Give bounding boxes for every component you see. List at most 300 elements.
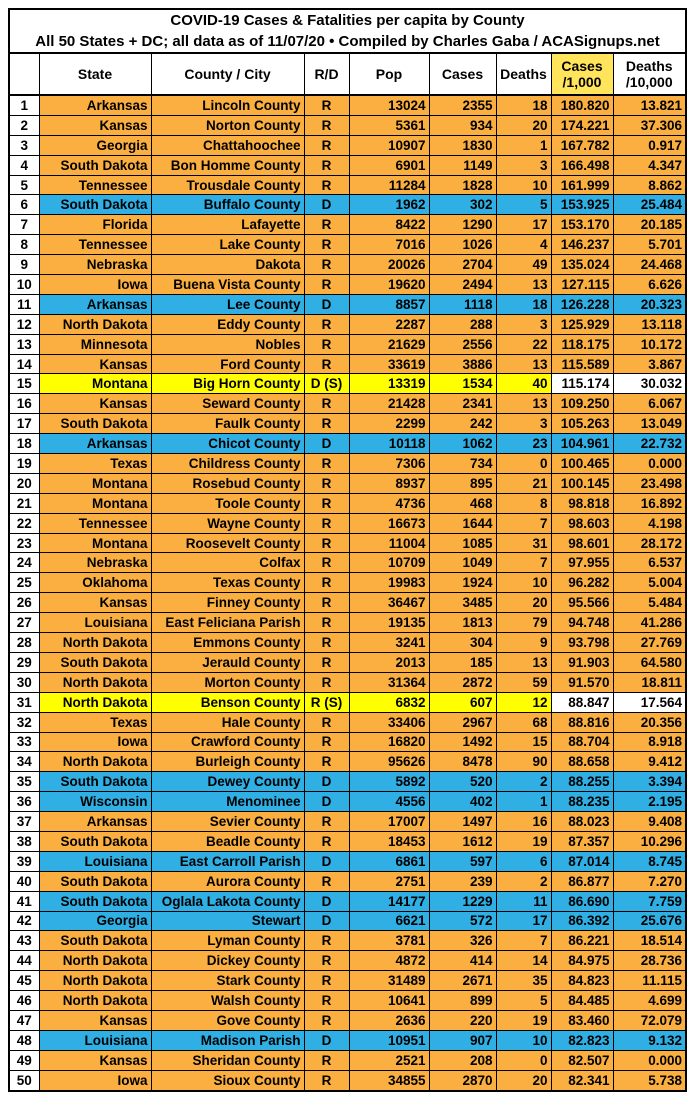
header-pop: Pop	[349, 53, 429, 95]
table-row	[9, 911, 686, 931]
header-county-city: County / City	[151, 53, 304, 95]
cell-county: Aurora County	[151, 871, 304, 891]
cell-county: Roosevelt County	[151, 533, 304, 553]
cell-deaths-per-10k: 72.079	[613, 1010, 686, 1030]
cell-cases-per-1k: 84.975	[551, 951, 613, 971]
cell-cases-per-1k: 91.903	[551, 652, 613, 672]
cell-rank: 16	[9, 394, 39, 414]
cell-deaths: 31	[496, 533, 551, 553]
cell-deaths: 1	[496, 792, 551, 812]
cell-deaths: 5	[496, 991, 551, 1011]
cell-deaths: 6	[496, 851, 551, 871]
cell-rank: 39	[9, 851, 39, 871]
cell-cases: 242	[429, 414, 496, 434]
cell-cases: 1828	[429, 175, 496, 195]
cell-pop: 13319	[349, 374, 429, 394]
cell-cases-per-1k: 82.341	[551, 1070, 613, 1090]
cell-county: Wayne County	[151, 513, 304, 533]
cell-cases-per-1k: 115.174	[551, 374, 613, 394]
cell-pop: 33406	[349, 712, 429, 732]
cell-pop: 6832	[349, 692, 429, 712]
cell-rank: 40	[9, 871, 39, 891]
cell-cases: 1924	[429, 573, 496, 593]
cell-state: Wisconsin	[39, 792, 151, 812]
cell-deaths: 3	[496, 414, 551, 434]
cell-cases: 468	[429, 493, 496, 513]
cell-deaths: 16	[496, 812, 551, 832]
header-deaths-per-10000-line2: /10,000	[625, 74, 673, 90]
cell-deaths-per-10k: 28.736	[613, 951, 686, 971]
cell-party: D	[304, 434, 349, 454]
cell-deaths-per-10k: 10.172	[613, 334, 686, 354]
table-title-block	[9, 9, 686, 53]
cell-pop: 2751	[349, 871, 429, 891]
cell-deaths: 13	[496, 275, 551, 295]
cell-cases-per-1k: 91.570	[551, 672, 613, 692]
cell-pop: 10641	[349, 991, 429, 1011]
cell-party: R	[304, 752, 349, 772]
covid-county-table	[8, 8, 687, 1092]
cell-county: Chicot County	[151, 434, 304, 454]
cell-pop: 4872	[349, 951, 429, 971]
cell-rank: 7	[9, 215, 39, 235]
cell-state: Montana	[39, 533, 151, 553]
cell-rank: 49	[9, 1050, 39, 1070]
cell-county: Lafayette	[151, 215, 304, 235]
cell-rank: 8	[9, 235, 39, 255]
cell-state: Nebraska	[39, 553, 151, 573]
cell-rank: 9	[9, 255, 39, 275]
header-deaths-per-10000	[613, 53, 686, 95]
table-row	[9, 215, 686, 235]
table-row	[9, 633, 686, 653]
cell-deaths-per-10k: 4.699	[613, 991, 686, 1011]
cell-cases-per-1k: 166.498	[551, 155, 613, 175]
cell-rank: 27	[9, 613, 39, 633]
cell-deaths: 1	[496, 135, 551, 155]
cell-pop: 6901	[349, 155, 429, 175]
cell-county: Faulk County	[151, 414, 304, 434]
cell-cases-per-1k: 98.601	[551, 533, 613, 553]
cell-party: R	[304, 593, 349, 613]
cell-state: Kansas	[39, 593, 151, 613]
cell-party: R	[304, 871, 349, 891]
cell-pop: 10907	[349, 135, 429, 155]
cell-cases-per-1k: 88.255	[551, 772, 613, 792]
cell-pop: 36467	[349, 593, 429, 613]
cell-party: R	[304, 1050, 349, 1070]
cell-state: Kansas	[39, 1010, 151, 1030]
cell-cases-per-1k: 105.263	[551, 414, 613, 434]
cell-pop: 21428	[349, 394, 429, 414]
cell-deaths-per-10k: 18.811	[613, 672, 686, 692]
cell-deaths-per-10k: 3.867	[613, 354, 686, 374]
cell-deaths-per-10k: 5.004	[613, 573, 686, 593]
cell-deaths-per-10k: 5.701	[613, 235, 686, 255]
cell-deaths: 20	[496, 115, 551, 135]
cell-cases: 597	[429, 851, 496, 871]
cell-cases: 304	[429, 633, 496, 653]
cell-deaths-per-10k: 41.286	[613, 613, 686, 633]
cell-pop: 2287	[349, 314, 429, 334]
cell-county: Lyman County	[151, 931, 304, 951]
cell-cases: 326	[429, 931, 496, 951]
cell-rank: 29	[9, 652, 39, 672]
cell-party: R	[304, 215, 349, 235]
cell-deaths-per-10k: 11.115	[613, 971, 686, 991]
cell-county: Buena Vista County	[151, 275, 304, 295]
cell-deaths-per-10k: 23.498	[613, 473, 686, 493]
cell-cases-per-1k: 87.357	[551, 831, 613, 851]
header-row	[9, 53, 686, 95]
cell-pop: 2013	[349, 652, 429, 672]
cell-party: R	[304, 354, 349, 374]
cell-rank: 34	[9, 752, 39, 772]
cell-cases: 2556	[429, 334, 496, 354]
cell-county: Chattahoochee	[151, 135, 304, 155]
cell-party: R	[304, 235, 349, 255]
header-cases-per-1000-line1: Cases	[561, 58, 603, 74]
cell-cases: 402	[429, 792, 496, 812]
cell-county: Menominee	[151, 792, 304, 812]
cell-county: Walsh County	[151, 991, 304, 1011]
cell-county: Ford County	[151, 354, 304, 374]
header-deaths: Deaths	[496, 53, 551, 95]
cell-deaths: 2	[496, 871, 551, 891]
cell-state: Oklahoma	[39, 573, 151, 593]
cell-deaths-per-10k: 9.408	[613, 812, 686, 832]
cell-deaths-per-10k: 8.745	[613, 851, 686, 871]
cell-cases: 1644	[429, 513, 496, 533]
table-row	[9, 652, 686, 672]
cell-state: Tennessee	[39, 175, 151, 195]
cell-party: D	[304, 792, 349, 812]
table-row	[9, 454, 686, 474]
cell-party: R	[304, 712, 349, 732]
cell-party: R	[304, 95, 349, 115]
cell-state: South Dakota	[39, 155, 151, 175]
cell-rank: 47	[9, 1010, 39, 1030]
cell-county: Rosebud County	[151, 473, 304, 493]
cell-county: Dewey County	[151, 772, 304, 792]
cell-rank: 30	[9, 672, 39, 692]
cell-rank: 50	[9, 1070, 39, 1090]
cell-county: Bon Homme County	[151, 155, 304, 175]
cell-cases: 1149	[429, 155, 496, 175]
cell-cases-per-1k: 153.925	[551, 195, 613, 215]
cell-party: R	[304, 414, 349, 434]
cell-state: Kansas	[39, 115, 151, 135]
cell-party: D	[304, 294, 349, 314]
cell-deaths: 13	[496, 354, 551, 374]
cell-state: Georgia	[39, 135, 151, 155]
cell-state: South Dakota	[39, 871, 151, 891]
cell-cases: 1830	[429, 135, 496, 155]
cell-rank: 45	[9, 971, 39, 991]
cell-deaths-per-10k: 6.626	[613, 275, 686, 295]
table-row	[9, 1010, 686, 1030]
cell-cases-per-1k: 98.818	[551, 493, 613, 513]
cell-deaths-per-10k: 5.484	[613, 593, 686, 613]
cell-deaths-per-10k: 4.198	[613, 513, 686, 533]
cell-state: Montana	[39, 374, 151, 394]
cell-pop: 1962	[349, 195, 429, 215]
cell-cases-per-1k: 98.603	[551, 513, 613, 533]
cell-rank: 6	[9, 195, 39, 215]
cell-rank: 18	[9, 434, 39, 454]
cell-party: R	[304, 931, 349, 951]
cell-county: Burleigh County	[151, 752, 304, 772]
cell-party: R	[304, 275, 349, 295]
table-row	[9, 195, 686, 215]
cell-rank: 14	[9, 354, 39, 374]
cell-pop: 95626	[349, 752, 429, 772]
cell-deaths: 10	[496, 573, 551, 593]
cell-deaths: 14	[496, 951, 551, 971]
cell-rank: 26	[9, 593, 39, 613]
cell-deaths: 0	[496, 454, 551, 474]
cell-party: D	[304, 891, 349, 911]
cell-county: Oglala Lakota County	[151, 891, 304, 911]
cell-party: R	[304, 394, 349, 414]
cell-deaths-per-10k: 17.564	[613, 692, 686, 712]
cell-pop: 19620	[349, 275, 429, 295]
cell-rank: 10	[9, 275, 39, 295]
cell-deaths: 13	[496, 652, 551, 672]
cell-rank: 21	[9, 493, 39, 513]
cell-cases-per-1k: 180.820	[551, 95, 613, 115]
cell-pop: 6621	[349, 911, 429, 931]
cell-state: North Dakota	[39, 951, 151, 971]
cell-rank: 23	[9, 533, 39, 553]
cell-cases-per-1k: 146.237	[551, 235, 613, 255]
cell-state: South Dakota	[39, 414, 151, 434]
cell-cases: 1813	[429, 613, 496, 633]
cell-pop: 8422	[349, 215, 429, 235]
cell-deaths: 9	[496, 633, 551, 653]
cell-state: Louisiana	[39, 1030, 151, 1050]
cell-deaths: 7	[496, 553, 551, 573]
cell-cases-per-1k: 84.485	[551, 991, 613, 1011]
cell-deaths-per-10k: 7.270	[613, 871, 686, 891]
cell-party: D	[304, 195, 349, 215]
cell-cases: 1229	[429, 891, 496, 911]
cell-party: R	[304, 1010, 349, 1030]
table-row	[9, 573, 686, 593]
cell-party: D (S)	[304, 374, 349, 394]
cell-cases: 2341	[429, 394, 496, 414]
cell-state: Minnesota	[39, 334, 151, 354]
cell-county: Madison Parish	[151, 1030, 304, 1050]
cell-cases-per-1k: 100.465	[551, 454, 613, 474]
cell-party: R	[304, 533, 349, 553]
cell-cases: 2967	[429, 712, 496, 732]
cell-pop: 11004	[349, 533, 429, 553]
table-row	[9, 255, 686, 275]
cell-state: North Dakota	[39, 633, 151, 653]
cell-cases: 1497	[429, 812, 496, 832]
table-row	[9, 334, 686, 354]
cell-cases: 3886	[429, 354, 496, 374]
cell-deaths: 90	[496, 752, 551, 772]
cell-deaths: 20	[496, 1070, 551, 1090]
cell-state: North Dakota	[39, 692, 151, 712]
cell-county: Lincoln County	[151, 95, 304, 115]
cell-party: R (S)	[304, 692, 349, 712]
cell-pop: 2636	[349, 1010, 429, 1030]
cell-county: Toole County	[151, 493, 304, 513]
cell-county: Seward County	[151, 394, 304, 414]
table-row	[9, 692, 686, 712]
table-row	[9, 553, 686, 573]
cell-deaths-per-10k: 20.356	[613, 712, 686, 732]
cell-pop: 7306	[349, 454, 429, 474]
cell-state: Texas	[39, 712, 151, 732]
cell-cases: 1026	[429, 235, 496, 255]
cell-cases-per-1k: 95.566	[551, 593, 613, 613]
table-row	[9, 434, 686, 454]
table-row	[9, 672, 686, 692]
cell-deaths: 79	[496, 613, 551, 633]
table-row	[9, 533, 686, 553]
cell-cases-per-1k: 88.816	[551, 712, 613, 732]
cell-deaths: 18	[496, 95, 551, 115]
table-row	[9, 155, 686, 175]
cell-cases-per-1k: 88.847	[551, 692, 613, 712]
cell-deaths-per-10k: 18.514	[613, 931, 686, 951]
cell-deaths: 13	[496, 394, 551, 414]
table-row	[9, 613, 686, 633]
cell-deaths-per-10k: 2.195	[613, 792, 686, 812]
table-row	[9, 135, 686, 155]
cell-deaths: 10	[496, 175, 551, 195]
cell-rank: 12	[9, 314, 39, 334]
table-row	[9, 812, 686, 832]
cell-party: R	[304, 473, 349, 493]
cell-pop: 18453	[349, 831, 429, 851]
cell-county: Stewart	[151, 911, 304, 931]
cell-cases: 1534	[429, 374, 496, 394]
cell-cases: 2704	[429, 255, 496, 275]
cell-cases-per-1k: 88.023	[551, 812, 613, 832]
cell-pop: 19135	[349, 613, 429, 633]
table-row	[9, 891, 686, 911]
cell-cases: 899	[429, 991, 496, 1011]
cell-county: Sioux County	[151, 1070, 304, 1090]
cell-state: Kansas	[39, 1050, 151, 1070]
cell-county: Crawford County	[151, 732, 304, 752]
cell-county: Benson County	[151, 692, 304, 712]
cell-rank: 20	[9, 473, 39, 493]
cell-state: North Dakota	[39, 971, 151, 991]
cell-county: Sheridan County	[151, 1050, 304, 1070]
cell-county: Morton County	[151, 672, 304, 692]
cell-cases: 239	[429, 871, 496, 891]
cell-deaths: 68	[496, 712, 551, 732]
cell-cases-per-1k: 82.507	[551, 1050, 613, 1070]
table-row	[9, 473, 686, 493]
cell-party: R	[304, 135, 349, 155]
cell-cases: 2671	[429, 971, 496, 991]
cell-deaths-per-10k: 5.738	[613, 1070, 686, 1090]
cell-cases: 734	[429, 454, 496, 474]
cell-cases: 2870	[429, 1070, 496, 1090]
cell-county: Nobles	[151, 334, 304, 354]
cell-cases: 907	[429, 1030, 496, 1050]
cell-cases-per-1k: 125.929	[551, 314, 613, 334]
cell-county: East Carroll Parish	[151, 851, 304, 871]
header-party: R/D	[304, 53, 349, 95]
cell-party: R	[304, 175, 349, 195]
cell-party: R	[304, 831, 349, 851]
cell-county: Texas County	[151, 573, 304, 593]
table-row	[9, 772, 686, 792]
cell-rank: 43	[9, 931, 39, 951]
cell-county: Big Horn County	[151, 374, 304, 394]
cell-cases-per-1k: 86.877	[551, 871, 613, 891]
cell-state: Florida	[39, 215, 151, 235]
cell-pop: 10951	[349, 1030, 429, 1050]
cell-party: R	[304, 951, 349, 971]
cell-deaths-per-10k: 27.769	[613, 633, 686, 653]
cell-county: Sevier County	[151, 812, 304, 832]
cell-cases: 1118	[429, 294, 496, 314]
cell-county: Hale County	[151, 712, 304, 732]
cell-cases: 1049	[429, 553, 496, 573]
cell-cases-per-1k: 86.392	[551, 911, 613, 931]
cell-cases: 1612	[429, 831, 496, 851]
cell-deaths: 22	[496, 334, 551, 354]
cell-county: East Feliciana Parish	[151, 613, 304, 633]
table-row	[9, 752, 686, 772]
cell-deaths-per-10k: 0.000	[613, 1050, 686, 1070]
cell-county: Trousdale County	[151, 175, 304, 195]
cell-cases: 8478	[429, 752, 496, 772]
cell-deaths-per-10k: 22.732	[613, 434, 686, 454]
cell-deaths-per-10k: 25.676	[613, 911, 686, 931]
cell-deaths-per-10k: 28.172	[613, 533, 686, 553]
cell-deaths: 49	[496, 255, 551, 275]
cell-pop: 33619	[349, 354, 429, 374]
cell-rank: 48	[9, 1030, 39, 1050]
cell-rank: 41	[9, 891, 39, 911]
table-row	[9, 513, 686, 533]
cell-county: Colfax	[151, 553, 304, 573]
cell-party: R	[304, 633, 349, 653]
cell-pop: 19983	[349, 573, 429, 593]
cell-cases-per-1k: 87.014	[551, 851, 613, 871]
table-row	[9, 394, 686, 414]
cell-deaths-per-10k: 16.892	[613, 493, 686, 513]
cell-cases-per-1k: 153.170	[551, 215, 613, 235]
cell-cases-per-1k: 161.999	[551, 175, 613, 195]
cell-cases: 895	[429, 473, 496, 493]
cell-deaths: 59	[496, 672, 551, 692]
cell-cases-per-1k: 86.690	[551, 891, 613, 911]
cell-rank: 28	[9, 633, 39, 653]
table-row	[9, 314, 686, 334]
cell-cases: 220	[429, 1010, 496, 1030]
header-state: State	[39, 53, 151, 95]
cell-pop: 8857	[349, 294, 429, 314]
cell-pop: 3781	[349, 931, 429, 951]
cell-deaths: 12	[496, 692, 551, 712]
cell-deaths: 5	[496, 195, 551, 215]
cell-rank: 37	[9, 812, 39, 832]
cell-state: Texas	[39, 454, 151, 474]
cell-rank: 3	[9, 135, 39, 155]
cell-cases: 607	[429, 692, 496, 712]
